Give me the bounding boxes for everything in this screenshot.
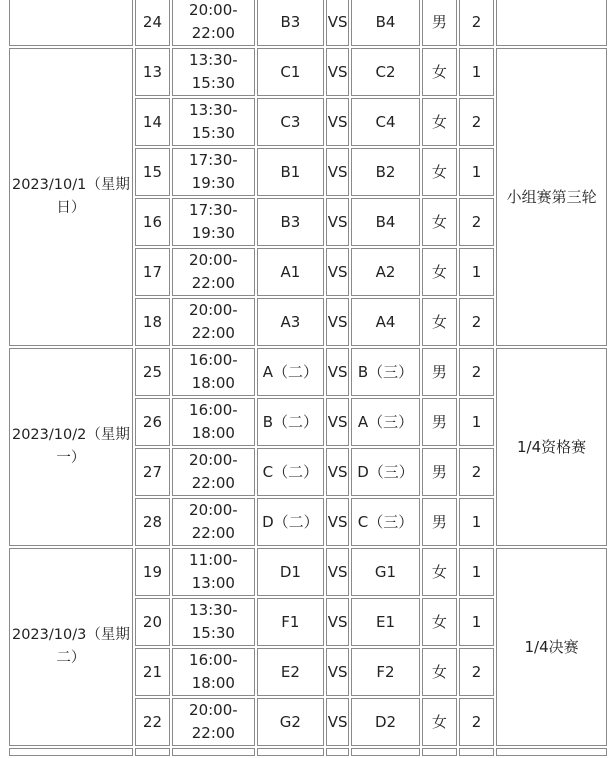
versus-label: VS <box>326 548 349 596</box>
home-team: A（二） <box>257 348 324 396</box>
table-row <box>9 348 607 396</box>
gender-category: 男 <box>422 398 457 446</box>
empty-cell <box>496 748 607 756</box>
empty-cell <box>135 748 170 756</box>
match-time: 11:00-13:00 <box>172 548 255 596</box>
gender-category: 女 <box>422 248 457 296</box>
match-date <box>9 0 133 46</box>
home-team: D1 <box>257 548 324 596</box>
table-row <box>9 748 607 756</box>
empty-cell <box>172 748 255 756</box>
court-number: 2 <box>459 448 494 496</box>
home-team: C（二） <box>257 448 324 496</box>
match-time: 20:00-22:00 <box>172 248 255 296</box>
home-team: A1 <box>257 248 324 296</box>
gender-category: 女 <box>422 148 457 196</box>
gender-category: 女 <box>422 598 457 646</box>
match-time: 16:00-18:00 <box>172 348 255 396</box>
away-team: B4 <box>351 198 419 246</box>
table-row <box>9 0 607 46</box>
match-schedule-table <box>7 0 609 758</box>
away-team: F2 <box>351 648 419 696</box>
match-number: 14 <box>135 98 170 146</box>
away-team: C2 <box>351 48 419 96</box>
match-date: 2023/10/1（星期日） <box>9 48 133 346</box>
versus-label: VS <box>326 698 349 746</box>
versus-label: VS <box>326 348 349 396</box>
versus-label: VS <box>326 648 349 696</box>
home-team: E2 <box>257 648 324 696</box>
match-number: 24 <box>135 0 170 46</box>
match-round: 1/4资格赛 <box>496 348 607 546</box>
home-team: F1 <box>257 598 324 646</box>
versus-label: VS <box>326 598 349 646</box>
court-number: 1 <box>459 548 494 596</box>
court-number: 2 <box>459 98 494 146</box>
versus-label: VS <box>326 398 349 446</box>
home-team: C1 <box>257 48 324 96</box>
match-number: 20 <box>135 598 170 646</box>
versus-label: VS <box>326 48 349 96</box>
court-number: 1 <box>459 598 494 646</box>
away-team: G1 <box>351 548 419 596</box>
match-number: 16 <box>135 198 170 246</box>
home-team: A3 <box>257 298 324 346</box>
empty-cell <box>422 748 457 756</box>
court-number: 1 <box>459 48 494 96</box>
match-number: 21 <box>135 648 170 696</box>
gender-category: 女 <box>422 198 457 246</box>
match-number: 25 <box>135 348 170 396</box>
away-team: A4 <box>351 298 419 346</box>
versus-label: VS <box>326 448 349 496</box>
home-team: B（二） <box>257 398 324 446</box>
court-number: 2 <box>459 298 494 346</box>
match-time: 13:30-15:30 <box>172 598 255 646</box>
gender-category: 女 <box>422 298 457 346</box>
court-number: 1 <box>459 148 494 196</box>
away-team: E1 <box>351 598 419 646</box>
home-team: B3 <box>257 0 324 46</box>
gender-category: 男 <box>422 448 457 496</box>
match-time: 20:00-22:00 <box>172 698 255 746</box>
court-number: 2 <box>459 698 494 746</box>
table-row <box>9 48 607 96</box>
match-number: 22 <box>135 698 170 746</box>
match-time: 17:30-19:30 <box>172 148 255 196</box>
home-team: B1 <box>257 148 324 196</box>
gender-category: 女 <box>422 698 457 746</box>
match-date: 2023/10/3（星期二） <box>9 548 133 746</box>
away-team: C（三） <box>351 498 419 546</box>
court-number: 2 <box>459 648 494 696</box>
versus-label: VS <box>326 148 349 196</box>
home-team: D（二） <box>257 498 324 546</box>
match-number: 26 <box>135 398 170 446</box>
table-row <box>9 548 607 596</box>
versus-label: VS <box>326 98 349 146</box>
court-number: 2 <box>459 198 494 246</box>
court-number: 2 <box>459 0 494 46</box>
match-time: 20:00-22:00 <box>172 498 255 546</box>
gender-category: 女 <box>422 548 457 596</box>
match-round: 小组赛第三轮 <box>496 48 607 346</box>
schedule-body <box>9 0 607 756</box>
empty-cell <box>9 748 133 756</box>
match-number: 15 <box>135 148 170 196</box>
versus-label: VS <box>326 498 349 546</box>
away-team: B4 <box>351 0 419 46</box>
match-number: 27 <box>135 448 170 496</box>
gender-category: 男 <box>422 498 457 546</box>
gender-category: 女 <box>422 48 457 96</box>
home-team: C3 <box>257 98 324 146</box>
home-team: G2 <box>257 698 324 746</box>
match-time: 16:00-18:00 <box>172 398 255 446</box>
match-time: 20:00-22:00 <box>172 448 255 496</box>
gender-category: 男 <box>422 348 457 396</box>
match-time: 13:30-15:30 <box>172 98 255 146</box>
away-team: A（三） <box>351 398 419 446</box>
match-round <box>496 0 607 46</box>
away-team: D2 <box>351 698 419 746</box>
versus-label: VS <box>326 0 349 46</box>
gender-category: 女 <box>422 648 457 696</box>
court-number: 1 <box>459 498 494 546</box>
court-number: 2 <box>459 348 494 396</box>
away-team: D（三） <box>351 448 419 496</box>
match-time: 17:30-19:30 <box>172 198 255 246</box>
match-number: 18 <box>135 298 170 346</box>
gender-category: 男 <box>422 0 457 46</box>
match-round: 1/4决赛 <box>496 548 607 746</box>
home-team: B3 <box>257 198 324 246</box>
empty-cell <box>459 748 494 756</box>
gender-category: 女 <box>422 98 457 146</box>
match-date: 2023/10/2（星期一） <box>9 348 133 546</box>
versus-label: VS <box>326 248 349 296</box>
versus-label: VS <box>326 298 349 346</box>
match-time: 20:00-22:00 <box>172 298 255 346</box>
versus-label: VS <box>326 198 349 246</box>
away-team: B2 <box>351 148 419 196</box>
away-team: C4 <box>351 98 419 146</box>
empty-cell <box>326 748 349 756</box>
match-number: 28 <box>135 498 170 546</box>
match-time: 13:30-15:30 <box>172 48 255 96</box>
empty-cell <box>351 748 419 756</box>
match-number: 13 <box>135 48 170 96</box>
match-time: 20:00-22:00 <box>172 0 255 46</box>
court-number: 1 <box>459 248 494 296</box>
match-number: 19 <box>135 548 170 596</box>
empty-cell <box>257 748 324 756</box>
match-number: 17 <box>135 248 170 296</box>
away-team: A2 <box>351 248 419 296</box>
away-team: B（三） <box>351 348 419 396</box>
match-time: 16:00-18:00 <box>172 648 255 696</box>
court-number: 1 <box>459 398 494 446</box>
